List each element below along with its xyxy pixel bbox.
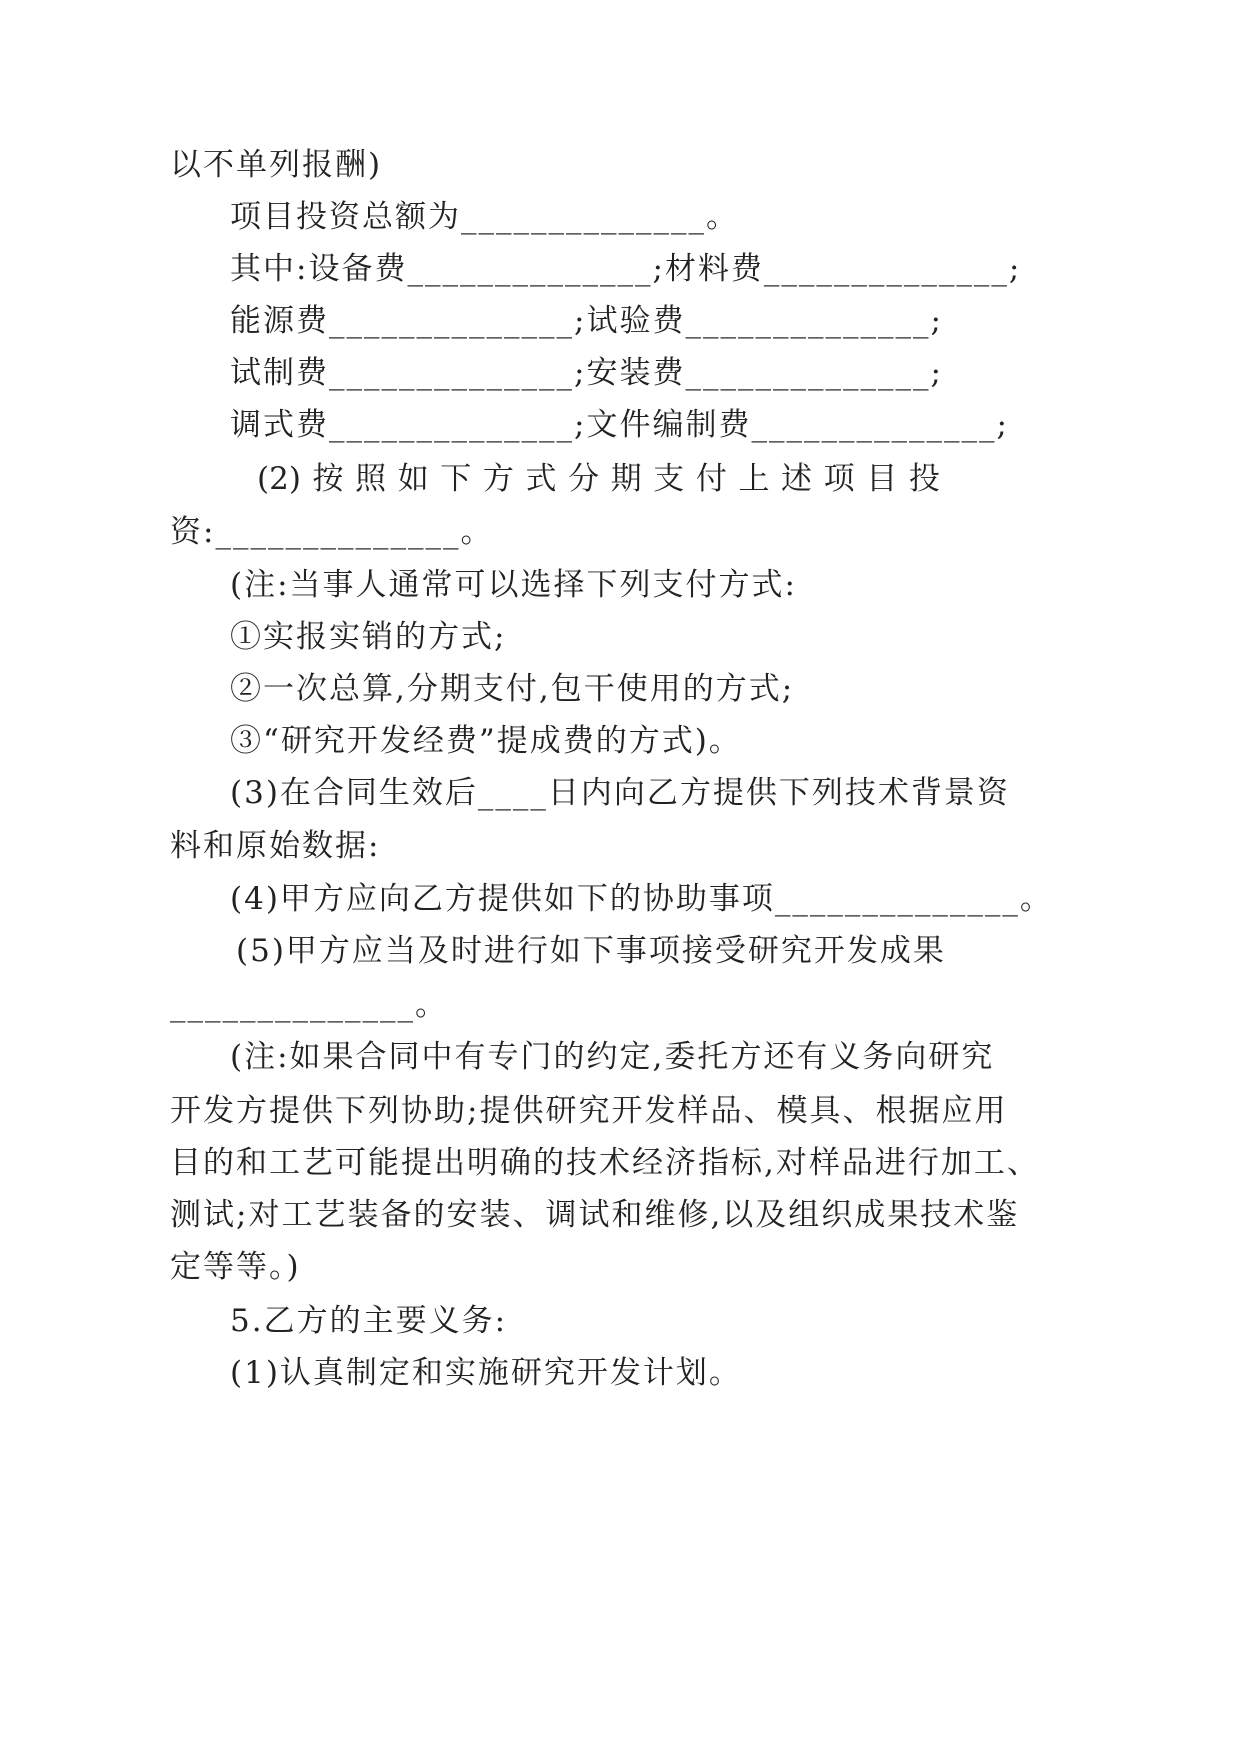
justified-word: 按 [312,461,344,497]
justified-word: 投 [908,461,940,497]
justified-word: 下 [440,461,472,497]
text-line-23: 5.乙方的主要义务: [230,1303,508,1339]
justified-word: (2) [257,461,301,497]
text-line-14: 料和原始数据: [170,828,381,864]
text-line-10: ①实报实销的方式; [230,619,507,655]
text-line-15: (4)甲方应向乙方提供如下的协助事项______________。 [230,881,1053,917]
justified-word: 述 [781,461,813,497]
justified-word: 方 [482,461,514,497]
justified-word: 照 [355,461,387,497]
text-line-8: 资:______________。 [170,514,494,550]
text-line-19: 开发方提供下列协助;提供研究开发样品、模具、根据应用 [170,1093,1008,1129]
text-line-17: ______________。 [170,987,448,1023]
justified-word: 如 [397,461,429,497]
text-line-6: 调式费______________;文件编制费______________; [230,407,1009,443]
text-line-7 [257,459,940,499]
text-line-12: ③“研究开发经费”提成费的方式)。 [230,723,742,759]
text-line-2: 项目投资总额为______________。 [230,199,739,235]
justified-word: 项 [823,461,855,497]
text-line-16: (5)甲方应当及时进行如下事项接受研究开发成果 [236,933,946,969]
text-line-22: 定等等。) [170,1249,301,1285]
text-line-11: ②一次总算,分期支付,包干使用的方式; [230,671,795,707]
text-line-13: (3)在合同生效后____日内向乙方提供下列技术背景资 [230,775,1010,811]
text-line-9: (注:当事人通常可以选择下列支付方式: [230,567,797,603]
text-line-5: 试制费______________;安装费______________; [230,355,943,391]
text-line-1: 以不单列报酬) [170,147,383,183]
text-line-3: 其中:设备费______________;材料费______________; [230,251,1022,287]
text-line-21: 测试;对工艺装备的安装、调试和维修,以及组织成果技术鉴 [170,1197,1020,1233]
text-line-4: 能源费______________;试验费______________; [230,303,943,339]
text-line-20: 目的和工艺可能提出明确的技术经济指标,对样品进行加工、 [170,1145,1040,1181]
justified-word: 分 [568,461,600,497]
justified-word: 支 [653,461,685,497]
text-line-24: (1)认真制定和实施研究开发计划。 [230,1355,742,1391]
text-line-18: (注:如果合同中有专门的约定,委托方还有义务向研究 [230,1039,995,1075]
justified-word: 上 [738,461,770,497]
justified-word: 期 [610,461,642,497]
justified-word: 目 [866,461,898,497]
justified-word: 式 [525,461,557,497]
justified-word: 付 [695,461,727,497]
